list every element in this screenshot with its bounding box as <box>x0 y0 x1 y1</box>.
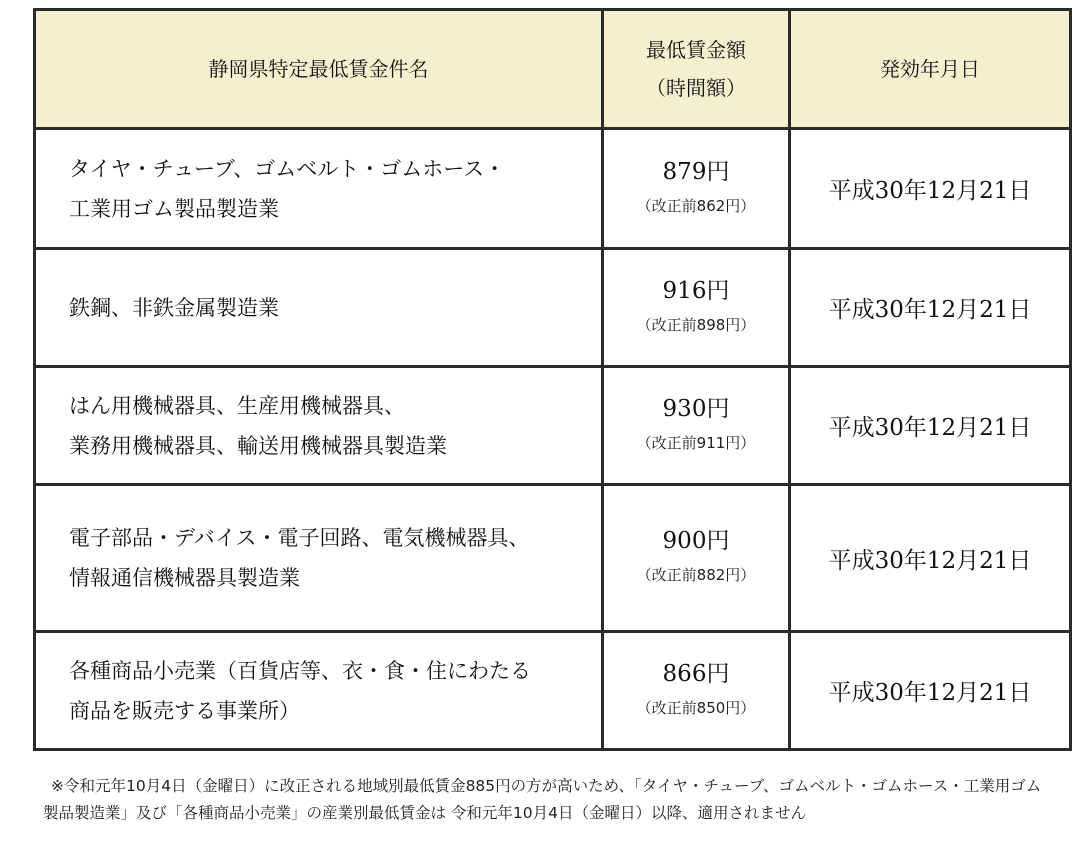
table-row <box>35 485 1071 632</box>
effective-date: 平成30年12月21日 <box>790 632 1071 750</box>
wage-amount: 900円 <box>662 528 730 554</box>
industry-name-cell <box>35 485 603 632</box>
wage-cell <box>603 249 790 367</box>
wage-amount: 916円 <box>662 277 730 304</box>
industry-name-cell <box>35 367 603 485</box>
header-wage-title: 最低賃金額 <box>646 38 746 62</box>
previous-wage: （改正前898円） <box>636 315 756 334</box>
industry-name-line: 電子部品・デバイス・電子回路、電気機械器具、 <box>69 526 530 550</box>
table-row <box>35 249 1071 367</box>
effective-date: 平成30年12月21日 <box>790 129 1071 249</box>
header-wage-unit: （時間額） <box>646 76 746 100</box>
industry-name-line: 商品を販売する事業所） <box>69 698 300 723</box>
table-row <box>35 632 1071 750</box>
wage-amount: 866円 <box>662 660 730 687</box>
effective-date: 平成30年12月21日 <box>790 249 1071 367</box>
wage-cell <box>603 485 790 632</box>
previous-wage: （改正前850円） <box>636 698 756 717</box>
industry-name-line: 情報通信機械器具製造業 <box>69 566 300 590</box>
table-row <box>35 129 1071 249</box>
industry-name-line: 各種商品小売業（百貨店等、衣・食・住にわたる <box>69 658 531 683</box>
industry-name-line: はん用機械器具、生産用機械器具、 <box>69 393 405 418</box>
wage-cell <box>603 632 790 750</box>
industry-name-line: タイヤ・チューブ、ゴムベルト・ゴムホース・ <box>69 156 506 181</box>
table-row <box>35 367 1071 485</box>
minimum-wage-table <box>33 8 1072 751</box>
effective-date: 平成30年12月21日 <box>790 485 1071 632</box>
industry-name-line: 鉄鋼、非鉄金属製造業 <box>69 295 279 320</box>
table-header-row <box>35 10 1071 129</box>
wage-cell <box>603 129 790 249</box>
previous-wage: （改正前882円） <box>636 566 756 584</box>
industry-name-cell <box>35 249 603 367</box>
previous-wage: （改正前911円） <box>636 433 756 452</box>
industry-name-cell <box>35 632 603 750</box>
previous-wage: （改正前862円） <box>636 196 756 215</box>
effective-date: 平成30年12月21日 <box>790 367 1071 485</box>
wage-cell <box>603 367 790 485</box>
industry-name-line: 業務用機械器具、輸送用機械器具製造業 <box>69 433 447 458</box>
wage-amount: 879円 <box>662 158 730 185</box>
header-name: 静岡県特定最低賃金件名 <box>35 10 603 129</box>
industry-name-line: 工業用ゴム製品製造業 <box>69 196 279 221</box>
wage-amount: 930円 <box>662 395 730 422</box>
industry-name-cell <box>35 129 603 249</box>
footnote: ※令和元年10月4日（金曜日）に改正される地域別最低賃金885円の方が高いため、「タイヤ・チューブ、ゴムベルト・ゴムホース・工業用ゴム製品製造業」及び「各種商品小売業」の産業別最低賃金は 令和元年10月4日（金曜日）以降、適用されません <box>43 777 1042 822</box>
header-date: 発効年月日 <box>790 10 1071 129</box>
header-wage <box>603 10 790 129</box>
